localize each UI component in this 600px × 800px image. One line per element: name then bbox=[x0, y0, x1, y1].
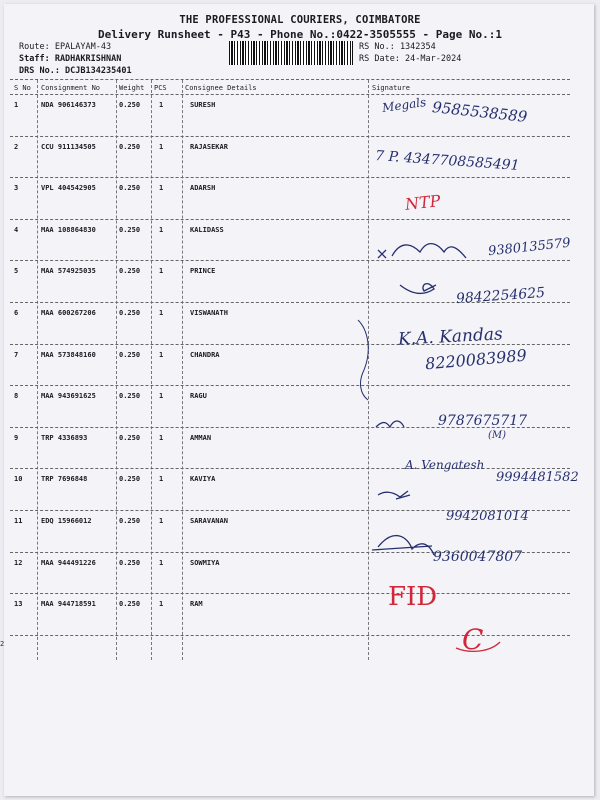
row-pcs: 1 bbox=[159, 600, 164, 609]
row-consignment-no: MAA 573848160 bbox=[41, 350, 96, 359]
row-sno: 4 bbox=[14, 225, 19, 234]
signature-scribble-row-8 bbox=[376, 421, 404, 427]
row-pcs: 1 bbox=[159, 267, 164, 276]
status-mark-row-13: C bbox=[462, 623, 484, 656]
row-consignee: SOWMIYA bbox=[190, 558, 220, 567]
edge-mark: 2 bbox=[0, 640, 5, 648]
row-weight: 0.250 bbox=[119, 101, 141, 109]
row-sno: 2 bbox=[14, 142, 19, 151]
row-sno: 6 bbox=[14, 309, 19, 317]
row-consignee: ADARSH bbox=[190, 184, 216, 193]
signature-scribble-row-4 bbox=[378, 244, 466, 258]
row-pcs: 1 bbox=[159, 392, 164, 401]
row-pcs: 1 bbox=[159, 142, 164, 151]
row-weight: 0.250 bbox=[119, 475, 141, 484]
row-consignee: SURESH bbox=[190, 101, 216, 109]
signature-row-1: Megals bbox=[381, 94, 427, 116]
row-pcs: 1 bbox=[159, 225, 164, 234]
signature-scribble-row-11 bbox=[372, 536, 434, 555]
row-sno: 3 bbox=[14, 184, 19, 193]
status-mark-row-12: FID bbox=[388, 582, 438, 612]
row-consignment-no: MAA 574925035 bbox=[41, 267, 96, 276]
row-weight: 0.250 bbox=[119, 225, 141, 234]
row-weight: 0.250 bbox=[119, 517, 141, 525]
row-pcs: 1 bbox=[159, 558, 164, 567]
row-pcs: 1 bbox=[159, 350, 164, 359]
row-consignment-no: VPL 404542905 bbox=[41, 184, 96, 193]
row-consignee: KALIDASS bbox=[190, 225, 224, 234]
drs-number: DRS No.: DCJB134235401 bbox=[19, 66, 132, 76]
rs-date: RS Date: 24-Mar-2024 bbox=[359, 54, 462, 64]
row-sno: 11 bbox=[14, 517, 23, 525]
col-weight: Weight bbox=[119, 84, 145, 92]
row-weight: 0.250 bbox=[119, 309, 141, 317]
row-consignment-no: TRP 7696848 bbox=[41, 475, 88, 484]
row-consignment-no: NDA 906146373 bbox=[41, 101, 96, 109]
company-title: THE PROFESSIONAL COURIERS, COIMBATORE bbox=[179, 14, 421, 26]
row-sno: 5 bbox=[14, 267, 19, 276]
row-weight: 0.250 bbox=[119, 558, 141, 567]
row-weight: 0.250 bbox=[119, 184, 141, 193]
row-weight: 0.250 bbox=[119, 350, 141, 359]
status-mark-row-3: NTP bbox=[404, 191, 442, 214]
row-consignment-no: TRP 4336893 bbox=[41, 433, 88, 442]
row-weight: 0.250 bbox=[119, 392, 141, 401]
col-consignee: Consignee Details bbox=[185, 84, 257, 92]
row-pcs: 1 bbox=[159, 475, 164, 484]
row-sno: 9 bbox=[14, 433, 19, 442]
phone-row-8: 9787675717 bbox=[438, 413, 528, 429]
row-consignee: RAGU bbox=[190, 392, 207, 401]
row-consignee: SARAVANAN bbox=[190, 517, 228, 525]
row-weight: 0.250 bbox=[119, 433, 141, 442]
row-weight: 0.250 bbox=[119, 142, 141, 151]
row-consignment-no: MAA 943691625 bbox=[41, 392, 96, 401]
row-consignment-no: MAA 944718591 bbox=[41, 600, 96, 609]
row-consignee: RAM bbox=[190, 600, 203, 609]
row-consignee: VISWANATH bbox=[190, 309, 228, 317]
signature-scribble-row-5 bbox=[400, 284, 436, 294]
row-sno: 10 bbox=[14, 475, 23, 484]
row-consignee: KAVIYA bbox=[190, 475, 216, 484]
phone-row-7: 8220083989 bbox=[424, 345, 528, 374]
row-sno: 7 bbox=[14, 350, 19, 359]
row-consignment-no: MAA 108864830 bbox=[41, 225, 96, 234]
phone-row-11: 9360047807 bbox=[433, 549, 523, 565]
row-pcs: 1 bbox=[159, 433, 164, 442]
row-consignee: PRINCE bbox=[190, 267, 216, 276]
staff-label: Staff: RADHAKRISHNAN bbox=[19, 54, 122, 64]
signature-row-2: 7 P. 4347708585491 bbox=[374, 147, 521, 175]
signature-scribble-row-13 bbox=[456, 642, 500, 651]
runsheet-subtitle: Delivery Runsheet - P43 - Phone No.:0422-3505555 - Page No.:1 bbox=[98, 28, 502, 41]
row-consignment-no: MAA 600267206 bbox=[41, 309, 96, 317]
phone-row-4: 9380135579 bbox=[487, 235, 572, 260]
col-consignment: Consignment No bbox=[41, 84, 101, 92]
row-weight: 0.250 bbox=[119, 267, 141, 276]
signature-row-6: K.A. Kandas bbox=[397, 324, 504, 350]
row-sno: 13 bbox=[14, 600, 23, 609]
row-consignment-no: MAA 944491226 bbox=[41, 558, 96, 567]
row-consignee: RAJASEKAR bbox=[190, 142, 228, 151]
row-pcs: 1 bbox=[159, 517, 164, 525]
route-label: Route: EPALAYAM-43 bbox=[19, 42, 112, 52]
row-pcs: 1 bbox=[159, 101, 164, 109]
row-weight: 0.250 bbox=[119, 600, 141, 609]
row-consignment-no: EDQ 15966012 bbox=[41, 517, 92, 525]
bracket-mark bbox=[358, 320, 368, 400]
phone-row-1: 9585538589 bbox=[431, 98, 529, 126]
row-sno: 12 bbox=[14, 558, 23, 567]
row-consignee: CHANDRA bbox=[190, 350, 220, 359]
row-sno: 1 bbox=[14, 101, 19, 109]
row-consignment-no: CCU 911134505 bbox=[41, 142, 96, 151]
row-pcs: 1 bbox=[159, 184, 164, 193]
col-signature: Signature bbox=[372, 84, 410, 92]
signature-scribble-row-10 bbox=[378, 491, 410, 499]
phone-row-5: 9842254625 bbox=[455, 284, 546, 308]
rs-number: RS No.: 1342354 bbox=[359, 42, 436, 52]
phone-row-10: 9942081014 bbox=[446, 509, 529, 524]
row-sno: 8 bbox=[14, 392, 19, 401]
row-consignee: AMMAN bbox=[190, 433, 212, 442]
phone-row-9: 9994481582 bbox=[496, 470, 579, 485]
phone-row-8-note: (M) bbox=[488, 430, 507, 441]
col-sno: S No bbox=[14, 84, 31, 92]
row-pcs: 1 bbox=[159, 309, 164, 317]
signature-row-9: A. Vengatesh bbox=[405, 458, 485, 472]
col-pcs: PCS bbox=[154, 84, 167, 92]
